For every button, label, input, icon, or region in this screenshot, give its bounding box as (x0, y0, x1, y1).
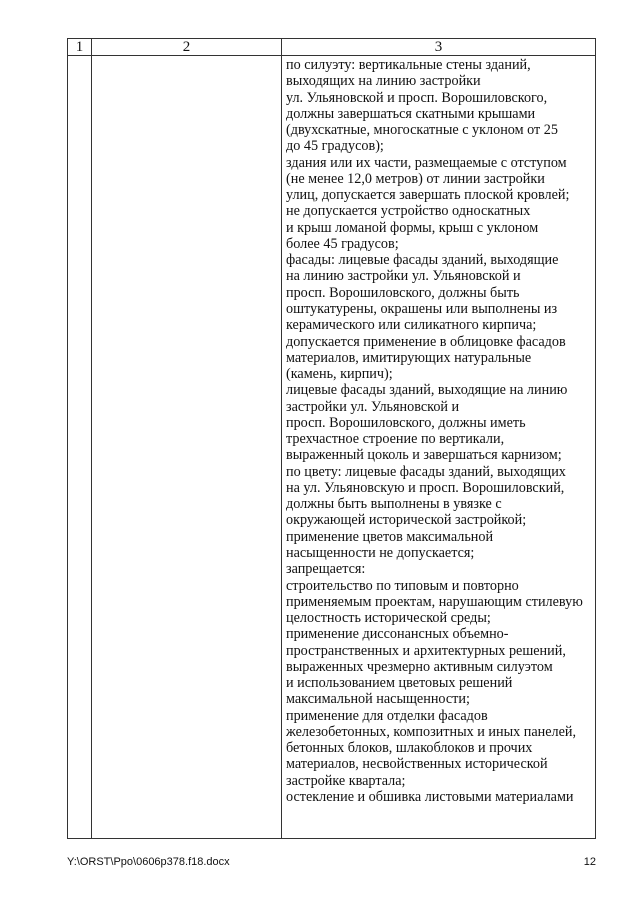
text-line: фасады: лицевые фасады зданий, выходящие (286, 252, 559, 269)
text-line: улиц, допускается завершать плоской кровлей; (286, 187, 570, 204)
cell-col-1 (68, 56, 92, 839)
document-table (67, 38, 596, 839)
text-line: допускается применение в облицовке фасадов (286, 333, 566, 350)
text-line: на ул. Ульяновскую и просп. Ворошиловский, (286, 479, 565, 496)
text-line: бетонных блоков, шлакоблоков и прочих (286, 740, 533, 757)
text-line: окружающей исторической застройкой; (286, 512, 527, 529)
text-line: просп. Ворошиловского, должны иметь (286, 414, 526, 431)
text-line: запрещается: (286, 561, 366, 578)
table-row (68, 56, 596, 839)
text-line: оштукатурены, окрашены или выполнены из (286, 300, 558, 317)
text-line: целостность исторической среды; (286, 610, 491, 627)
text-line: должны быть выполнены в увязке с (286, 496, 502, 513)
text-line: и крыш ломаной формы, крыш с уклоном (286, 219, 539, 236)
text-line: по цвету: лицевые фасады зданий, выходящих (286, 463, 566, 480)
text-line: более 45 градусов; (286, 235, 399, 252)
column-header-1: 1 (68, 39, 92, 56)
text-line: применяемым проектам, нарушающим стилевую (286, 593, 583, 610)
text-line: на линию застройки ул. Ульяновской и (286, 268, 521, 285)
text-line: лицевые фасады зданий, выходящие на линию (286, 382, 568, 399)
text-line: застройке квартала; (286, 772, 406, 789)
column-header-3: 3 (282, 39, 596, 56)
text-line: выходящих на линию застройки (286, 73, 481, 90)
text-line: (камень, кирпич); (286, 366, 393, 383)
text-line: строительство по типовым и повторно (286, 577, 519, 594)
text-line: трехчастное строение по вертикали, (286, 431, 505, 448)
text-line: применение цветов максимальной (286, 528, 494, 545)
text-line: остекление и обшивка листовыми материалами (286, 788, 574, 805)
text-line: должны завершаться скатными крышами (286, 105, 536, 122)
text-line: применение диссонансных объемно- (286, 626, 509, 643)
text-line: и использованием цветовых решений (286, 675, 513, 692)
text-line: применение для отделки фасадов (286, 707, 488, 724)
text-line: ул. Ульяновской и просп. Ворошиловского, (286, 89, 548, 106)
text-line: пространственных и архитектурных решений, (286, 642, 566, 659)
text-line: выраженный цоколь и завершаться карнизом; (286, 447, 562, 464)
text-line: (не менее 12,0 метров) от линии застройки (286, 170, 545, 187)
text-line: материалов, имитирующих натуральные (286, 349, 532, 366)
text-line: до 45 градусов); (286, 138, 384, 155)
text-line: керамического или силикатного кирпича; (286, 317, 537, 334)
text-line: насыщенности не допускается; (286, 544, 475, 561)
column-header-2: 2 (92, 39, 282, 56)
text-line: застройки ул. Ульяновской и (286, 398, 460, 415)
text-line: здания или их части, размещаемые с отступом (286, 154, 567, 171)
table-header-row (68, 39, 596, 56)
text-line: по силуэту: вертикальные стены зданий, (286, 57, 531, 73)
text-line: не допускается устройство односкатных (286, 203, 531, 220)
text-line: материалов, несвойственных исторической (286, 756, 548, 773)
cell-col-2 (92, 56, 282, 839)
footer-file-path: Y:\ORST\Ppo\0606p378.f18.docx (67, 856, 230, 868)
text-line: (двухскатные, многоскатные с уклоном от 25 (286, 122, 558, 139)
cell-col-3-text (282, 56, 595, 805)
footer-page-number: 12 (583, 856, 596, 868)
text-line: железобетонных, композитных и иных панелей, (286, 723, 577, 740)
text-line: выраженных чрезмерно активным силуэтом (286, 658, 553, 675)
text-line: максимальной насыщенности; (286, 691, 470, 708)
cell-col-3 (282, 56, 596, 839)
text-line: просп. Ворошиловского, должны быть (286, 284, 520, 301)
